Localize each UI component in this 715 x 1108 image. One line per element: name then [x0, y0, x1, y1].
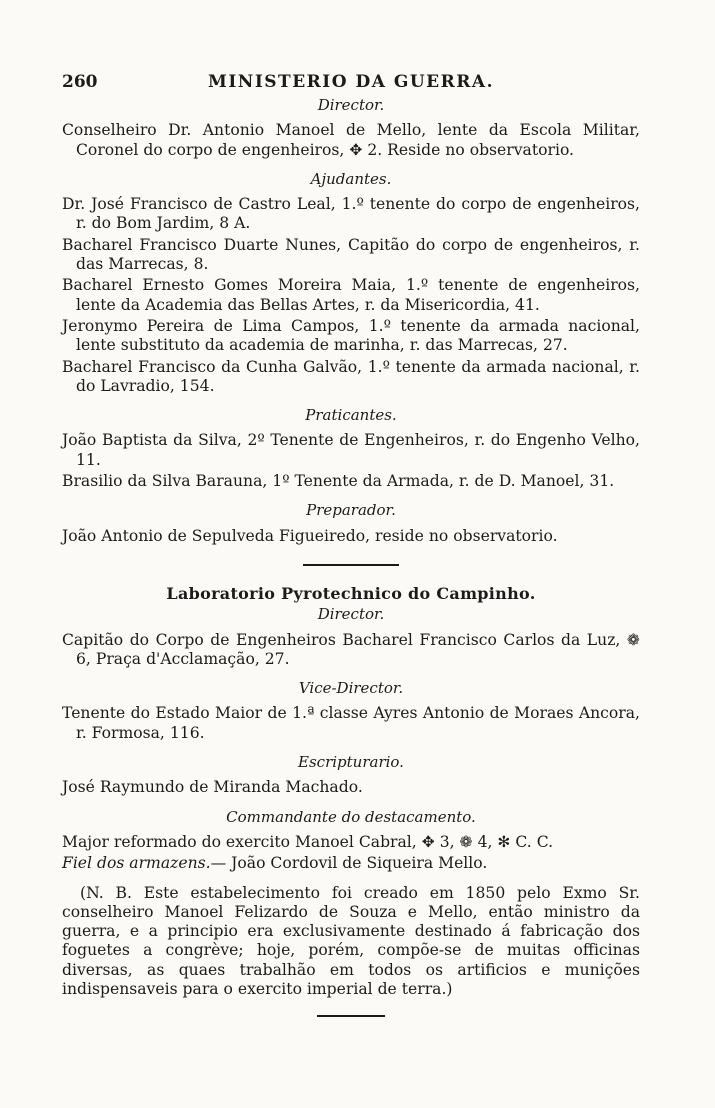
- commandante-heading: Commandante do destacamento.: [226, 807, 476, 826]
- escripturario-section: [62, 753, 640, 798]
- praticante-entry: João Baptista da Silva, 2º Tenente de Engenheiros, r. do Engenho Velho, 11.: [62, 431, 640, 469]
- section-divider: [303, 564, 399, 566]
- ajudantes-heading: Ajudantes.: [310, 169, 392, 188]
- preparador-entry: João Antonio de Sepulveda Figueiredo, reside no observatorio.: [62, 526, 558, 545]
- commandante-section: [62, 808, 640, 874]
- escripturario-entry: José Raymundo de Miranda Machado.: [62, 778, 363, 797]
- director-entry: Conselheiro Dr. Antonio Manoel de Mello, lente da Escola Militar, Coronel do corpo de engenheiros, ✥ 2. Reside no observatorio.: [62, 121, 640, 159]
- lab-director-entry: Capitão do Corpo de Engenheiros Bacharel Francisco Carlos da Luz, ❁ 6, Praça d'Acclamação, 27.: [62, 630, 640, 668]
- vice-director-section: [62, 679, 640, 743]
- escripturario-heading: Escripturario.: [298, 753, 404, 772]
- ajudante-entry: Bacharel Ernesto Gomes Moreira Maia, 1.º tenente de engenheiros, lente da Academia das Bellas Artes, r. da Misericordia, 41.: [62, 276, 640, 314]
- ajudante-entry: Jeronymo Pereira de Lima Campos, 1.º tenente da armada nacional, lente substituto da academia de marinha, r. das Marrecas, 27.: [62, 316, 640, 355]
- preparador-section: [62, 501, 640, 546]
- preparador-heading: Preparador.: [306, 501, 396, 520]
- ajudantes-section: [62, 170, 640, 396]
- ajudante-entry: Dr. José Francisco de Castro Leal, 1.º tenente do corpo de engenheiros, r. do Bom Jardim, 8 A.: [62, 195, 640, 233]
- laboratorio-title: Laboratorio Pyrotechnico do Campinho.: [166, 583, 536, 603]
- page-body: [62, 96, 640, 1017]
- lab-director-heading: Director.: [317, 605, 385, 624]
- vice-director-entry: Tenente do Estado Maior de 1.ª classe Ayres Antonio de Moraes Ancora, r. Formosa, 116.: [62, 704, 640, 742]
- ajudante-entry: Bacharel Francisco Duarte Nunes, Capitão do corpo de engenheiros, r. das Marrecas, 8.: [62, 235, 640, 274]
- praticantes-section: [62, 406, 640, 491]
- bottom-divider: [317, 1015, 385, 1017]
- fiel-name: — João Cordovil de Siqueira Mello.: [210, 854, 488, 873]
- commandante-entry: Major reformado do exercito Manoel Cabral, ✥ 3, ❁ 4, ✻ C. C.: [62, 832, 554, 851]
- director-heading: Director.: [317, 96, 385, 114]
- ajudante-entry: Bacharel Francisco da Cunha Galvão, 1.º tenente da armada nacional, r. do Lavradio, 154.: [62, 357, 640, 395]
- fiel-label: Fiel dos armazens.: [62, 854, 211, 873]
- page-number: 260: [62, 72, 98, 92]
- running-head: MINISTERIO DA GUERRA.: [208, 72, 494, 92]
- vice-director-heading: Vice-Director.: [298, 679, 404, 698]
- observatorio-director-section: [62, 96, 640, 160]
- page-header: [62, 72, 640, 98]
- historical-note: (N. B. Este estabelecimento foi creado em 1850 pelo Exmo Sr. conselheiro Manoel Felizardo de Souza e Mello, então ministro da guerra, e a principio era exclusivamente destinado á fabricação dos foguetes a congrève; hoje, porém, compõe-se de muitas officinas diversas, as quaes trabalhão em todos os artificios e munições indispensaveis para o exercito imperial de terra.): [62, 883, 640, 998]
- fiel-entry: [62, 854, 640, 873]
- praticantes-heading: Praticantes.: [305, 406, 397, 425]
- praticante-entry: Brasilio da Silva Barauna, 1º Tenente da Armada, r. de D. Manoel, 31.: [62, 472, 615, 491]
- laboratorio-director-section: [62, 605, 640, 669]
